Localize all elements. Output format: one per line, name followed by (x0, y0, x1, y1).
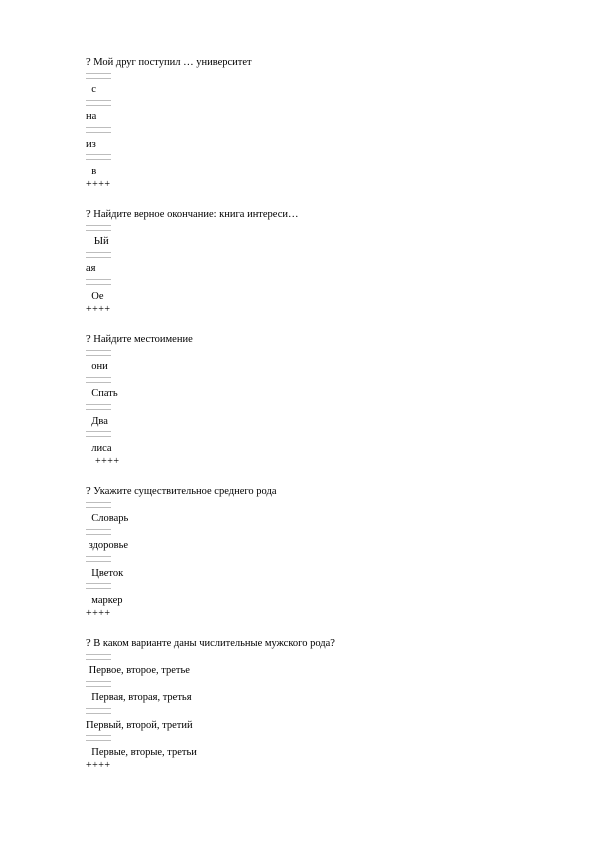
separator (86, 732, 566, 746)
separator (86, 222, 566, 236)
answer-option: ая (86, 263, 96, 275)
question-text: ? В каком варианте даны числительные мужского рода? (86, 638, 335, 649)
separator (86, 97, 566, 111)
separator (86, 276, 566, 290)
question-text: ? Найдите верное окончание: книга интереси… (86, 209, 299, 220)
separator (86, 499, 566, 513)
answer-option: в (86, 165, 97, 177)
end-marker: ++++ (86, 304, 111, 316)
end-marker: ++++ (86, 456, 120, 468)
separator (86, 401, 566, 415)
separator (86, 678, 566, 692)
answer-option: Ое (86, 290, 104, 302)
separator (86, 580, 566, 594)
end-marker: ++++ (86, 760, 111, 772)
answer-option: Первые, вторые, третьи (86, 746, 197, 758)
question-text: ? Найдите местоимение (86, 334, 193, 345)
answer-option: Первое, второе, третье (86, 665, 190, 677)
answer-option: Спать (86, 388, 118, 400)
separator (86, 553, 566, 567)
separator (86, 249, 566, 263)
separator (86, 651, 566, 665)
question-block-3 (86, 333, 566, 469)
separator (86, 428, 566, 442)
separator (86, 347, 566, 361)
end-marker: ++++ (86, 179, 111, 191)
answer-option: Словарь (86, 513, 129, 525)
question-block-1 (86, 56, 566, 192)
question-text: ? Мой друг поступил … университет (86, 57, 252, 68)
answer-option: здоровье (86, 540, 129, 552)
separator (86, 151, 566, 165)
answer-option: на (86, 111, 97, 123)
answer-option: маркер (86, 594, 123, 606)
answer-option: лиса (86, 442, 112, 454)
answer-option: Ый (86, 236, 109, 248)
end-marker: ++++ (86, 608, 111, 620)
answer-option: Первый, второй, третий (86, 719, 193, 731)
question-block-5 (86, 637, 566, 773)
separator (86, 705, 566, 719)
separator (86, 124, 566, 138)
separator (86, 526, 566, 540)
separator (86, 374, 566, 388)
answer-option: Цветок (86, 567, 124, 579)
question-text: ? Укажите существительное среднего рода (86, 486, 277, 497)
answer-option: Два (86, 415, 108, 427)
separator (86, 70, 566, 84)
question-block-4 (86, 485, 566, 621)
answer-option: они (86, 361, 108, 373)
answer-option: Первая, вторая, третья (86, 692, 192, 704)
answer-option: с (86, 84, 96, 96)
question-block-2 (86, 208, 566, 317)
answer-option: из (86, 138, 96, 150)
